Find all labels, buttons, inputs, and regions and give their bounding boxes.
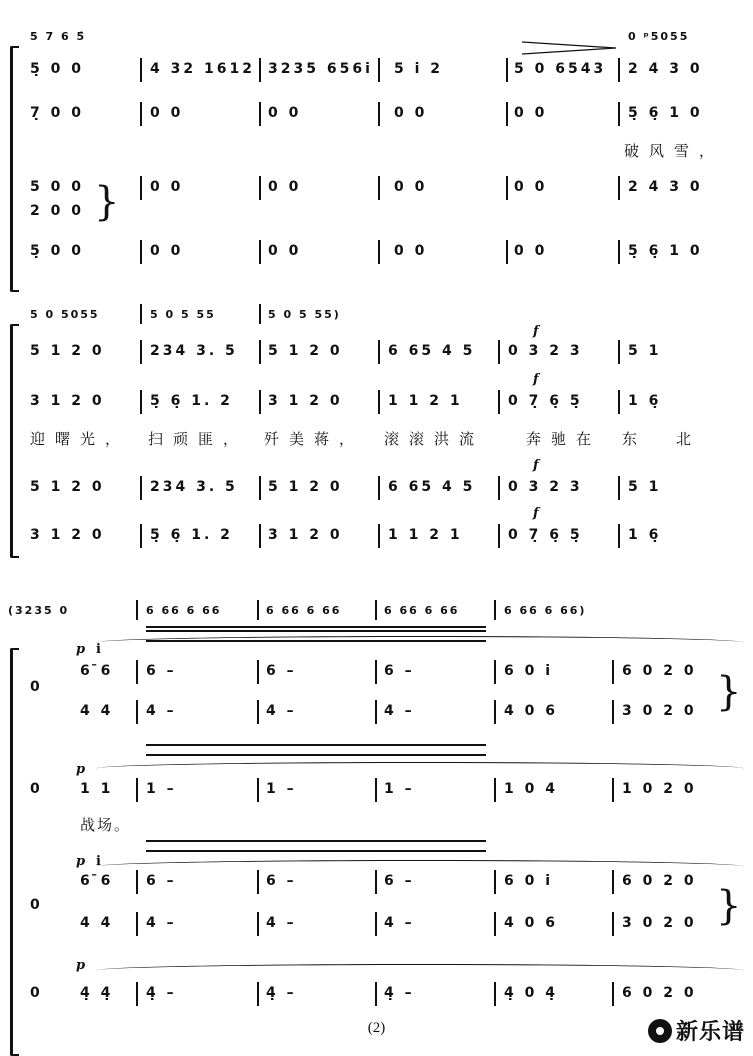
measure: 6 0 i bbox=[504, 663, 554, 679]
measure: 6 – bbox=[384, 663, 415, 679]
measure: 6 – bbox=[266, 873, 297, 889]
measure: 4 – bbox=[384, 703, 415, 719]
barline bbox=[612, 912, 614, 936]
measure: 0 bbox=[30, 985, 43, 1001]
lyric-text: 破风雪， bbox=[624, 142, 725, 160]
measure: 5 i 2 bbox=[394, 61, 444, 77]
dynamic-forte: f bbox=[533, 458, 539, 473]
lyric-text: 歼美蒋， bbox=[264, 430, 365, 448]
measure: 6 – bbox=[146, 663, 177, 679]
barline bbox=[259, 340, 261, 364]
measure: 0 0 bbox=[514, 243, 548, 259]
measure: 0 0 bbox=[268, 179, 302, 195]
measure: 0 0 bbox=[150, 105, 184, 121]
acc-measure: 6 66 6 66) bbox=[504, 604, 587, 617]
crescendo-line bbox=[146, 640, 486, 642]
barline bbox=[618, 58, 620, 82]
barline bbox=[259, 476, 261, 500]
acc-measure: 5 0 5 55 bbox=[150, 308, 216, 321]
measure: 5̣ 6̣ 1. 2 bbox=[150, 527, 233, 543]
barline bbox=[136, 982, 138, 1006]
barline bbox=[140, 240, 142, 264]
accompaniment-line bbox=[0, 302, 753, 328]
barline bbox=[257, 600, 259, 620]
tie-arc bbox=[96, 636, 744, 649]
barline bbox=[257, 660, 259, 684]
barline bbox=[259, 304, 261, 324]
barline bbox=[257, 982, 259, 1006]
voice-part-3 bbox=[0, 868, 753, 894]
measure: 0 7̣ 6̣ 5̣ bbox=[508, 393, 583, 409]
barline bbox=[140, 58, 142, 82]
voice-part-4 bbox=[0, 238, 753, 264]
measure: 5̣ 0 0 bbox=[30, 61, 84, 77]
rest-zero: 0 bbox=[30, 897, 43, 913]
measure: 1 – bbox=[146, 781, 177, 797]
lyric-text: 北 bbox=[676, 430, 702, 448]
voice-part-1 bbox=[0, 658, 753, 684]
crescendo-line bbox=[146, 744, 486, 746]
acc-measure: 5 7 6 5̂ bbox=[30, 30, 87, 43]
measure: 1 0 4 bbox=[504, 781, 558, 797]
measure: 5̣ 6̣ 1. 2 bbox=[150, 393, 233, 409]
barline bbox=[375, 870, 377, 894]
measure: 6 65 4 5 bbox=[388, 343, 476, 359]
part-brace: } bbox=[716, 669, 742, 715]
measure: 1 1 bbox=[80, 781, 114, 797]
barline bbox=[259, 176, 261, 200]
measure: 0 7̣ 6̣ 5̣ bbox=[508, 527, 583, 543]
measure: 1 6̣ bbox=[628, 527, 662, 543]
barline bbox=[506, 58, 508, 82]
measure: 0 bbox=[30, 781, 43, 797]
measure: 4 32 1612 bbox=[150, 61, 255, 77]
acc-measure: (3235 0 bbox=[8, 604, 70, 617]
barline bbox=[259, 390, 261, 414]
lyric-text: 奔驰在 bbox=[526, 430, 602, 448]
measure: 6 65 4 5 bbox=[388, 479, 476, 495]
barline bbox=[140, 340, 142, 364]
measure: 5 1 bbox=[628, 479, 662, 495]
measure: 6 ̄6 bbox=[80, 663, 114, 679]
lyrics-line bbox=[0, 140, 753, 166]
voice-part-1 bbox=[0, 56, 753, 82]
barline bbox=[375, 660, 377, 684]
dynamic-piano: p bbox=[76, 762, 86, 777]
barline bbox=[375, 700, 377, 724]
voice-part-4 bbox=[0, 522, 753, 548]
barline bbox=[618, 476, 620, 500]
measure: 2 0 0 bbox=[30, 203, 84, 219]
measure: 6 – bbox=[266, 663, 297, 679]
barline bbox=[378, 476, 380, 500]
barline bbox=[140, 390, 142, 414]
accompaniment-line bbox=[0, 598, 753, 624]
measure: 4 – bbox=[146, 915, 177, 931]
measure: 2 4 3 0 bbox=[628, 61, 703, 77]
voice-part-4 bbox=[0, 980, 753, 1006]
barline bbox=[494, 912, 496, 936]
acc-measure: 6 66 6 66 bbox=[266, 604, 342, 617]
barline bbox=[378, 390, 380, 414]
barline bbox=[618, 390, 620, 414]
measure: 6 0 i bbox=[504, 873, 554, 889]
measure: 1 6̣ bbox=[628, 393, 662, 409]
barline bbox=[498, 390, 500, 414]
crescendo-line bbox=[146, 850, 486, 852]
barline bbox=[506, 176, 508, 200]
barline bbox=[494, 982, 496, 1006]
barline bbox=[612, 700, 614, 724]
measure: 3235 656i bbox=[268, 61, 373, 77]
lyrics-line bbox=[0, 428, 753, 454]
measure: 5 1 2 0 bbox=[268, 343, 343, 359]
barline bbox=[259, 240, 261, 264]
accompaniment-line bbox=[0, 24, 753, 50]
measure: 0 0 bbox=[394, 179, 428, 195]
part-brace: } bbox=[94, 179, 120, 225]
dynamic-piano: p bbox=[76, 958, 86, 973]
barline bbox=[140, 476, 142, 500]
dynamic-forte: f bbox=[533, 324, 539, 339]
measure: 1 0 2 0 bbox=[622, 781, 697, 797]
rest-zero: 0 bbox=[30, 679, 43, 695]
barline bbox=[612, 660, 614, 684]
barline bbox=[494, 600, 496, 620]
measure: 5 0 6543 bbox=[514, 61, 607, 77]
measure: 5 1 2 0 bbox=[30, 343, 105, 359]
crescendo-line bbox=[146, 840, 486, 842]
measure: 5̣ 6̣ 1 0 bbox=[628, 105, 703, 121]
barline bbox=[259, 58, 261, 82]
barline bbox=[494, 870, 496, 894]
measure: 6 – bbox=[146, 873, 177, 889]
measure: 0 0 bbox=[394, 105, 428, 121]
grace-note: i bbox=[96, 854, 101, 869]
barline bbox=[140, 176, 142, 200]
measure: 6 0 2 0 bbox=[622, 873, 697, 889]
lyric-text: 滚滚洪流 bbox=[384, 430, 485, 448]
measure: 234 3. 5 bbox=[150, 343, 238, 359]
barline bbox=[612, 982, 614, 1006]
watermark-logo bbox=[648, 1015, 745, 1046]
measure: 4̣ – bbox=[146, 985, 177, 1001]
barline bbox=[498, 524, 500, 548]
measure: 4 0 6 bbox=[504, 703, 558, 719]
measure: 6 – bbox=[384, 873, 415, 889]
measure: 4 – bbox=[266, 915, 297, 931]
acc-measure: 6 66 6 66 bbox=[384, 604, 460, 617]
barline bbox=[375, 912, 377, 936]
measure: 0 0 bbox=[150, 243, 184, 259]
grace-note: i bbox=[96, 642, 101, 657]
measure: 4 – bbox=[146, 703, 177, 719]
measure: 3 1 2 0 bbox=[268, 527, 343, 543]
barline bbox=[375, 982, 377, 1006]
watermark-text: 新乐谱 bbox=[675, 1020, 745, 1045]
barline bbox=[494, 660, 496, 684]
barline bbox=[375, 600, 377, 620]
measure: 0 3 2 3 bbox=[508, 343, 583, 359]
barline bbox=[378, 176, 380, 200]
acc-measure: 0 ᵖ5055 bbox=[628, 30, 690, 43]
measure: 0 0 bbox=[268, 105, 302, 121]
measure: 4 4 bbox=[80, 915, 114, 931]
barline bbox=[612, 778, 614, 802]
crescendo-line bbox=[146, 754, 486, 756]
measure: 4̣ – bbox=[384, 985, 415, 1001]
barline bbox=[618, 102, 620, 126]
lyric-text: 战场。 bbox=[80, 816, 132, 834]
measure: 3 0 2 0 bbox=[622, 703, 697, 719]
barline bbox=[618, 340, 620, 364]
barline bbox=[378, 58, 380, 82]
measure: 0 0 bbox=[150, 179, 184, 195]
measure: 5̣ 6̣ 1 0 bbox=[628, 243, 703, 259]
measure: 5 1 2 0 bbox=[30, 479, 105, 495]
lyrics-line bbox=[0, 814, 753, 840]
barline bbox=[136, 600, 138, 620]
barline bbox=[136, 912, 138, 936]
barline bbox=[618, 240, 620, 264]
barline bbox=[498, 476, 500, 500]
record-disc-icon bbox=[648, 1019, 672, 1043]
measure: 4 4 bbox=[80, 703, 114, 719]
measure: 3 1 2 0 bbox=[268, 393, 343, 409]
barline bbox=[140, 102, 142, 126]
measure: 5 0 0 bbox=[30, 179, 84, 195]
barline bbox=[257, 778, 259, 802]
part-brace: } bbox=[716, 883, 742, 929]
measure: 4 – bbox=[266, 703, 297, 719]
measure: 4 0 6 bbox=[504, 915, 558, 931]
measure: 0 0 bbox=[394, 243, 428, 259]
tie-arc bbox=[96, 762, 744, 775]
dynamic-piano: p bbox=[76, 642, 86, 657]
measure: 2 4 3 0 bbox=[628, 179, 703, 195]
barline bbox=[506, 240, 508, 264]
page-number: (2) bbox=[367, 1020, 386, 1036]
decrescendo-hairpin-svg bbox=[522, 40, 618, 56]
measure: 1 1 2 1 bbox=[388, 393, 463, 409]
voice-part-2 bbox=[0, 388, 753, 414]
measure: 1 1 2 1 bbox=[388, 527, 463, 543]
barline bbox=[136, 778, 138, 802]
measure: 5 1 bbox=[628, 343, 662, 359]
voice-part-1 bbox=[0, 338, 753, 364]
measure: 0 3 2 3 bbox=[508, 479, 583, 495]
measure: 5̣ 0 0 bbox=[30, 243, 84, 259]
voice-part-2 bbox=[0, 776, 753, 802]
accompaniment-beam bbox=[146, 626, 486, 628]
barline bbox=[506, 102, 508, 126]
barline bbox=[257, 700, 259, 724]
barline bbox=[494, 700, 496, 724]
barline bbox=[618, 524, 620, 548]
measure: 3 0 2 0 bbox=[622, 915, 697, 931]
barline bbox=[378, 340, 380, 364]
measure: 1 – bbox=[384, 781, 415, 797]
barline bbox=[618, 176, 620, 200]
barline bbox=[494, 778, 496, 802]
measure: 5 1 2 0 bbox=[268, 479, 343, 495]
lyric-text: 迎曙光， bbox=[30, 430, 131, 448]
voice-part-3-lower bbox=[0, 910, 753, 936]
accompaniment-beam bbox=[146, 630, 486, 632]
measure: 6 0 2 0 bbox=[622, 663, 697, 679]
barline bbox=[140, 524, 142, 548]
voice-part-1-lower bbox=[0, 698, 753, 724]
barline bbox=[375, 778, 377, 802]
barline bbox=[612, 870, 614, 894]
barline bbox=[378, 524, 380, 548]
acc-measure: 6 66 6 66 bbox=[146, 604, 222, 617]
measure: 0 0 bbox=[514, 105, 548, 121]
barline bbox=[136, 870, 138, 894]
voice-part-3 bbox=[0, 474, 753, 500]
dynamic-forte: f bbox=[533, 372, 539, 387]
barline bbox=[136, 700, 138, 724]
measure: 3 1 2 0 bbox=[30, 393, 105, 409]
barline bbox=[140, 304, 142, 324]
measure: 7̣ 0 0 bbox=[30, 105, 84, 121]
barline bbox=[259, 524, 261, 548]
barline bbox=[498, 340, 500, 364]
measure: 0 0 bbox=[514, 179, 548, 195]
tie-arc bbox=[96, 964, 744, 977]
dynamic-forte: f bbox=[533, 506, 539, 521]
acc-measure: 5 0 5 55) bbox=[268, 308, 341, 321]
measure: 4̣ 0 4̣ bbox=[504, 985, 558, 1001]
measure: 4̣ – bbox=[266, 985, 297, 1001]
measure: 3 1 2 0 bbox=[30, 527, 105, 543]
barline bbox=[257, 912, 259, 936]
barline bbox=[259, 102, 261, 126]
dynamic-piano: p bbox=[76, 854, 86, 869]
acc-measure: 5 0 5055 bbox=[30, 308, 100, 321]
measure: 1 – bbox=[266, 781, 297, 797]
barline bbox=[378, 240, 380, 264]
barline bbox=[136, 660, 138, 684]
lyric-text: 东 bbox=[622, 430, 648, 448]
lyric-text: 扫顽匪， bbox=[148, 430, 249, 448]
barline bbox=[378, 102, 380, 126]
measure: 4 – bbox=[384, 915, 415, 931]
measure: 4̣ 4̣ bbox=[80, 985, 114, 1001]
measure: 6 ̄6 bbox=[80, 873, 114, 889]
measure: 234 3. 5 bbox=[150, 479, 238, 495]
voice-part-2 bbox=[0, 100, 753, 126]
measure: 0 0 bbox=[268, 243, 302, 259]
barline bbox=[257, 870, 259, 894]
measure: 6 0 2 0 bbox=[622, 985, 697, 1001]
